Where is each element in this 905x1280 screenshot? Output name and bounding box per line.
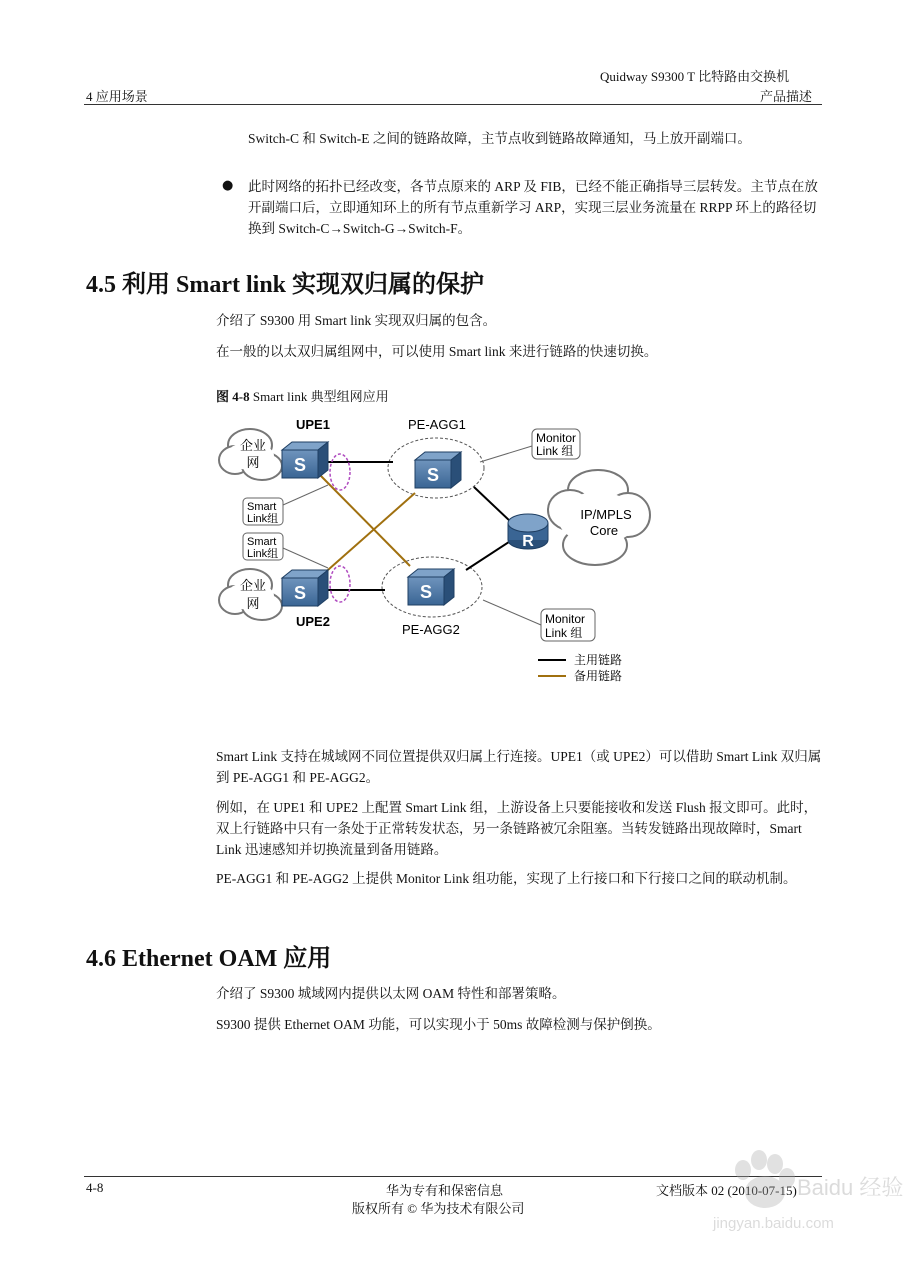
upe1-switch-letter: S [293, 455, 307, 475]
smart-link-group-upe2 [330, 566, 350, 602]
pe-agg2-switch-letter: S [419, 582, 433, 602]
intro-continuation: Switch-C 和 Switch-E 之间的链路故障，主节点收到链路故障通知，马上放开副端口。 [248, 131, 751, 146]
footer-page-number: 4-8 [86, 1180, 104, 1195]
monitor-2-line2: Link 组 [545, 626, 583, 640]
primary-link-agg2-router [466, 540, 512, 570]
footer-doc-version: 文档版本 02 (2010-07-15) [656, 1183, 797, 1198]
section-4-5-p1: 介绍了 S9300 用 Smart link 实现双归属的包含。 [216, 313, 497, 328]
enterprise-1-line2: 网 [246, 455, 260, 470]
header-doc-title: Quidway S9300 T 比特路由交换机 [600, 69, 790, 84]
upe1-label: UPE1 [296, 417, 330, 432]
figure-title: Smart link 典型组网应用 [252, 389, 389, 404]
pe-agg2-switch-icon [408, 569, 454, 605]
intro-bullet: 此时网络的拓扑已经改变，各节点原来的 ARP 及 FIB，已经不能正确指导三层转发。主节点在放开副端口后，立即通知环上的所有节点重新学习 ARP，实现三层业务流量在 RRPP 环上的路径切换到 Switch-C→Switch-G→Switch-F。 [248, 179, 818, 236]
smart-1-line2: Link组 [247, 513, 279, 525]
monitor-1-line2: Link 组 [536, 444, 574, 458]
smart-2-line2: Link组 [247, 548, 279, 560]
monitor-link-callout-1 [480, 429, 580, 462]
footer-copyright: 版权所有 © 华为技术有限公司 [352, 1201, 525, 1216]
legend-backup-label: 备用链路 [574, 669, 623, 683]
paw-icon [705, 1140, 904, 1240]
section-4-5-p2: 在一般的以太双归属组网中，可以使用 Smart link 来进行链路的快速切换。 [216, 344, 658, 359]
figure-label: 图 4-8 [216, 389, 250, 404]
ip-mpls-core-cloud [548, 470, 650, 565]
watermark-line2: jingyan.baidu.com [713, 1215, 834, 1232]
smart-link-callout-2 [243, 533, 328, 568]
pe-agg1-switch-icon [415, 452, 461, 488]
upe1-switch-icon [282, 442, 328, 478]
header-rule [84, 104, 822, 105]
smart-link-callout-1 [243, 485, 328, 525]
monitor-link-callout-2 [483, 600, 595, 641]
footer-confidential: 华为专有和保密信息 [386, 1183, 504, 1198]
section-4-5-p5: PE-AGG1 和 PE-AGG2 上提供 Monitor Link 组功能，实现了上行接口和下行接口之间的联动机制。 [216, 871, 797, 886]
baidu-watermark [705, 1140, 904, 1240]
section-4-6-title: 4.6 Ethernet OAM 应用 [86, 946, 332, 972]
router-letter: R [522, 533, 534, 550]
bullet-dot: ● [222, 178, 234, 193]
pe-agg2-label: PE-AGG2 [402, 622, 460, 637]
section-4-5-p4: 例如，在 UPE1 和 UPE2 上配置 Smart Link 组，上游设备上只要能接收和发送 Flush 报文即可。此时，双上行链路中只有一条处于正常转发状态，另一条链路被冗余阻塞。当转发链路出现故障时，Smart Link 迅速感知并切换流量到备用链路。 [216, 800, 818, 857]
legend-primary-label: 主用链路 [574, 653, 623, 667]
smart-2-line1: Smart [247, 536, 277, 548]
upe2-switch-icon [282, 570, 328, 606]
enterprise-cloud-2 [219, 569, 282, 620]
core-line2: Core [589, 523, 619, 538]
header-doc-subtitle: 产品描述 [760, 89, 813, 104]
smart-1-line1: Smart [247, 501, 277, 513]
smart-link-group-upe1 [330, 454, 350, 490]
figure-caption [216, 386, 389, 405]
backup-link-upe1-agg2 [320, 475, 410, 566]
enterprise-1-line1: 企业 [239, 438, 267, 453]
section-4-6-p2: S9300 提供 Ethernet OAM 功能，可以实现小于 50ms 故障检测与保护倒换。 [216, 1017, 661, 1032]
enterprise-cloud-1 [219, 429, 282, 480]
pe-agg1-label: PE-AGG1 [408, 417, 466, 432]
header-chapter: 4 应用场景 [86, 89, 148, 104]
smart-link-diagram [210, 410, 650, 700]
pe-agg1-switch-letter: S [426, 465, 440, 485]
section-4-6-p1: 介绍了 S9300 城域网内提供以太网 OAM 特性和部署策略。 [216, 986, 566, 1001]
section-4-5-title: 4.5 利用 Smart link 实现双归属的保护 [86, 272, 485, 298]
section-4-5-p3: Smart Link 支持在城域网不同位置提供双归属上行连接。UPE1（或 UPE2）可以借助 Smart Link 双归属到 PE-AGG1 和 PE-AGG2。 [216, 749, 822, 785]
upe2-label: UPE2 [296, 614, 330, 629]
monitor-2-line1: Monitor [545, 612, 586, 626]
enterprise-2-line1: 企业 [239, 578, 267, 593]
core-line1: IP/MPLS [580, 507, 632, 522]
watermark-line1: Baidu 经验 [797, 1175, 904, 1200]
upe2-switch-letter: S [293, 583, 307, 603]
primary-link-agg1-router [474, 487, 512, 523]
enterprise-2-line2: 网 [246, 596, 260, 611]
monitor-1-line1: Monitor [536, 431, 577, 445]
router-icon [508, 514, 548, 550]
